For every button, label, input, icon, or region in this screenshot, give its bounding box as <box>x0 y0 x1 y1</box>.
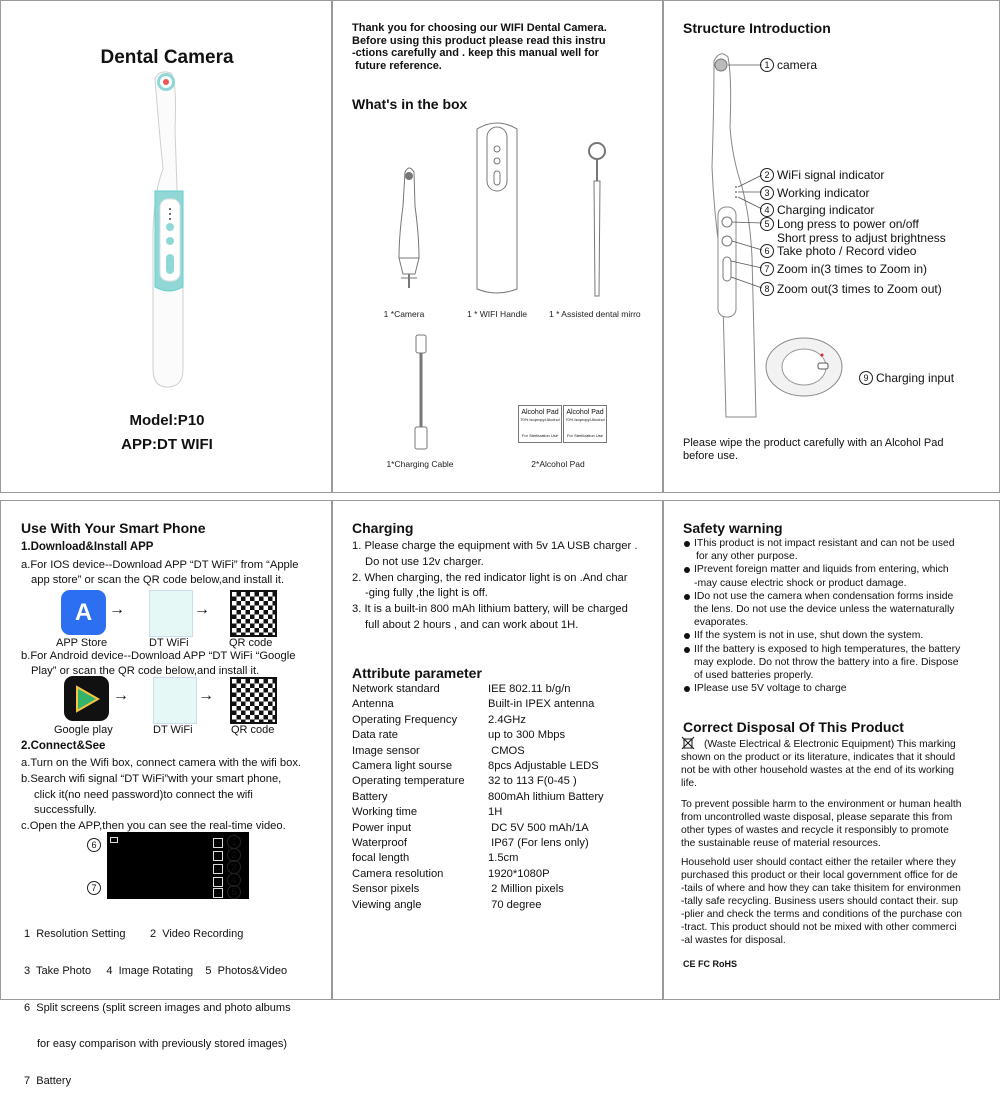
attr-row <box>352 851 604 866</box>
camera-probe-image <box>389 166 429 306</box>
intro-line: Before using this product please read this instru <box>352 34 606 47</box>
callout-9 <box>859 371 954 385</box>
screen-callout-4: 4 <box>227 873 241 887</box>
attr-row <box>352 821 604 836</box>
callout-text-line: Short press to adjust brightness <box>777 231 946 245</box>
ios-line: app store” or scan the QR code below,and install it. <box>31 573 285 586</box>
disposal-line: life. <box>681 778 698 789</box>
disposal-line: from uncontrolled waste disposal, please separate this from <box>681 812 953 823</box>
screen-callout-2: 2 <box>227 848 241 862</box>
ios-instructions <box>21 558 299 587</box>
pad-label: For Sterilization Use <box>566 433 603 438</box>
screen-icon-resolution <box>110 837 118 843</box>
attr-title: Attribute parameter <box>352 665 482 681</box>
ios-line: a.For IOS device--Download APP “DT WiFi” from “Apple <box>21 559 299 571</box>
charging-line: Do not use 12v charger. <box>365 555 484 568</box>
disposal-line: not be with other household wastes at the end of its working <box>681 765 955 776</box>
item-cable-label: 1*Charging Cable <box>386 459 454 469</box>
safety-line: for any other purpose. <box>696 551 798 563</box>
disposal-line: -tract. This product should not be mixed with other commerci <box>681 922 957 933</box>
screen-callout-5: 5 <box>227 885 241 899</box>
disposal-para-2 <box>681 798 996 850</box>
disposal-line: -plier and check the terms and conditions of the purchase con <box>681 909 963 920</box>
callout-number: 6 <box>760 244 774 258</box>
screen-button <box>213 877 223 887</box>
charging-instructions <box>352 539 637 634</box>
qr-code-icon[interactable] <box>230 677 277 724</box>
callout-text-line: Long press to power on/off <box>777 217 919 231</box>
callout-number: 9 <box>859 371 873 385</box>
attr-value: 2 Million pixels <box>488 883 564 896</box>
safety-item <box>683 643 993 683</box>
screen-callout-3: 3 <box>227 860 241 874</box>
attr-value: 1920*1080P <box>488 867 550 880</box>
arrow-right-icon: → <box>113 687 129 704</box>
screen-legend <box>24 904 291 1111</box>
attr-row <box>352 898 604 913</box>
attr-value: 1.5cm <box>488 852 519 865</box>
charging-line: 1. Please charge the equipment with 5v 1A USB charger . <box>352 540 638 552</box>
attr-row <box>352 774 604 789</box>
attr-key: focal length <box>352 852 410 865</box>
safety-line: IIf the battery is exposed to high temperatures, the battery <box>694 643 961 655</box>
charging-cable-image <box>409 331 433 455</box>
attr-value: 32 to 113 F(0-45 ) <box>488 775 577 788</box>
row1-label-dtwifi: DT WiFi <box>149 637 189 649</box>
attr-table <box>352 682 604 913</box>
attr-key: Power input <box>352 821 412 834</box>
disposal-para-1 <box>681 738 996 790</box>
attr-key: Antenna <box>352 698 394 711</box>
intro-text <box>352 22 607 72</box>
safety-line: IIf the system is not in use, shut down the system. <box>694 630 924 642</box>
row2-label-googleplay: Google play <box>54 724 113 736</box>
safety-title: Safety warning <box>683 520 783 536</box>
dental-camera-illustration <box>131 69 201 391</box>
charging-line: 2. When charging, the red indicator light is on .And char <box>352 571 628 584</box>
callout-number: 2 <box>760 168 774 182</box>
intro-line: -ctions carefully and . keep this manual well for <box>352 47 599 59</box>
safety-item <box>683 629 993 642</box>
disposal-line: the sustainable reuse of material resources. <box>681 838 881 849</box>
callout-2 <box>760 168 884 182</box>
safety-line: of used batteries properly. <box>694 670 814 682</box>
dt-wifi-app-icon[interactable] <box>149 590 193 637</box>
row1-label-qr: QR code <box>229 637 273 649</box>
android-line: b.For Android device--Download APP “DT WiFi “Google <box>21 650 296 662</box>
attr-value: IP67 (For lens only) <box>488 837 589 850</box>
attr-value: up to 300 Mbps <box>488 729 566 742</box>
cover-title: Dental Camera <box>100 47 234 68</box>
connect-line: b.Search wifi signal “DT WiFi”with your smart phone, <box>21 772 282 785</box>
attr-key: Viewing angle <box>352 898 422 911</box>
step2-heading: 2.Connect&See <box>21 740 106 752</box>
attr-value: 1H <box>488 806 503 819</box>
arrow-right-icon: → <box>109 601 125 618</box>
callout-text: Take photo / Record video <box>777 244 917 258</box>
callout-number: 8 <box>760 282 774 296</box>
attr-key: Battery <box>352 790 388 803</box>
smartphone-title: Use With Your Smart Phone <box>21 520 206 536</box>
attr-key: Data rate <box>352 729 399 742</box>
attr-key: Sensor pixels <box>352 883 420 896</box>
callout-7 <box>760 262 927 276</box>
attr-key: Operating Frequency <box>352 713 458 726</box>
alcohol-pad-2 <box>563 405 607 443</box>
item-camera-label: 1 *Camera <box>383 309 425 319</box>
panel-charging <box>332 500 663 1000</box>
attr-value: Built-in IPEX antenna <box>488 698 595 711</box>
callout-1 <box>760 58 817 72</box>
callout-8 <box>760 282 942 296</box>
attr-row <box>352 697 604 712</box>
disposal-line: (Waste Electrical & Electronic Equipment) This marking <box>704 739 956 750</box>
intro-line: future reference. <box>352 59 442 72</box>
box-title: What's in the box <box>352 96 468 112</box>
screen-button <box>213 851 223 861</box>
pad-label: Alcohol Pad <box>521 409 559 416</box>
attr-key: Network standard <box>352 683 440 695</box>
legend-line: 3 Take Photo 4 Image Rotating 5 Photos&Video <box>24 965 288 978</box>
callout-4 <box>760 203 874 217</box>
connect-instructions <box>21 756 301 835</box>
legend-line: 6 Split screens (split screen images and photo albums <box>24 1001 291 1014</box>
attr-row <box>352 836 604 851</box>
dt-wifi-app-icon[interactable] <box>153 677 197 724</box>
dental-mirror-image <box>585 141 609 301</box>
disposal-line: -tally safe recycling. Business users should contact their. sup <box>681 896 959 907</box>
safety-line: IThis product is not impact resistant and can not be used <box>694 538 955 549</box>
attr-row <box>352 759 604 774</box>
attr-row <box>352 882 604 897</box>
disposal-line: -tails of where and how they can take thisitem for environmen <box>681 883 961 894</box>
callout-number: 1 <box>760 58 774 72</box>
disposal-line: other types of wastes and recycle it responsibly to promote <box>681 825 949 836</box>
screen-callout-6: 6 <box>87 838 101 852</box>
attr-key: Camera resolution <box>352 867 444 880</box>
callout-number: 5 <box>760 217 774 231</box>
attr-key: Waterproof <box>352 837 407 850</box>
panel-structure <box>663 0 1000 493</box>
attr-value: 2.4GHz <box>488 713 526 726</box>
safety-item <box>683 563 993 589</box>
panel-safety <box>663 500 1000 1000</box>
connect-line: c.Open the APP,then you can see the real-time video. <box>21 820 286 833</box>
charging-line: 3. It is a built-in 800 mAh lithium battery, will be charged <box>352 603 628 616</box>
connect-line: successfully. <box>34 804 97 817</box>
android-line: Play” or scan the QR code below,and install it. <box>31 664 260 677</box>
charging-port-drawing <box>764 335 844 399</box>
arrow-right-icon: → <box>198 687 214 704</box>
item-handle-label: 1 * WIFI Handle <box>467 309 527 319</box>
callout-text: Charging indicator <box>777 203 875 217</box>
disposal-line: To prevent possible harm to the environment or human health <box>681 799 962 810</box>
legend-line: 1 Resolution Setting 2 Video Recording <box>24 928 244 941</box>
connect-line: click it(no need password)to connect the wifi <box>34 788 253 801</box>
safety-line: IPrevent foreign matter and liquids from entering, which <box>694 564 949 576</box>
screen-button <box>213 888 223 898</box>
certification-marks: CE FC RoHS <box>683 959 737 969</box>
callout-text: Working indicator <box>777 186 870 200</box>
pad-label: Alcohol Pad <box>566 409 604 416</box>
charging-title: Charging <box>352 520 414 536</box>
attr-key: Camera light sourse <box>352 760 453 773</box>
callout-text: WiFi signal indicator <box>777 168 885 182</box>
legend-line: for easy comparison with previously stored images) <box>37 1038 288 1051</box>
callout-text: Zoom in(3 times to Zoom in) <box>777 262 928 276</box>
disposal-line: shown on the product or its literature, indicates that it should <box>681 752 956 763</box>
safety-line: evaporates. <box>694 617 749 629</box>
charging-line: -ging fully ,the light is off. <box>365 587 488 600</box>
callout-number: 3 <box>760 186 774 200</box>
attr-row <box>352 744 604 759</box>
attr-row <box>352 728 604 743</box>
legend-line: 7 Battery <box>24 1074 72 1087</box>
pad-label: 70% Isopropyl Alcohol <box>520 417 560 422</box>
play-triangle-icon <box>74 685 100 713</box>
attr-key: Working time <box>352 806 418 819</box>
intro-line: Thank you for choosing our WIFI Dental Camera. <box>352 22 607 34</box>
note-line: Please wipe the product carefully with an Alcohol Pad <box>683 437 944 449</box>
safety-list <box>683 537 993 695</box>
callout-number: 4 <box>760 203 774 217</box>
wifi-handle-image <box>473 119 521 297</box>
callout-text: Charging input <box>876 371 955 385</box>
safety-item <box>683 682 993 695</box>
safety-line: IDo not use the camera when condensation forms inside <box>694 590 954 602</box>
app-store-icon[interactable]: A <box>61 590 106 635</box>
pad-label: For Sterilization Use <box>521 433 558 438</box>
panel-smartphone <box>0 500 332 1087</box>
callout-number: 7 <box>760 262 774 276</box>
callout-3 <box>760 186 869 200</box>
item-mirror-label: 1 * Assisted dental mirro <box>549 309 641 319</box>
safety-line: IPlease use 5V voltage to charge <box>694 683 847 695</box>
item-pad-label: 2*Alcohol Pad <box>531 459 585 469</box>
attr-value: DC 5V 500 mAh/1A <box>488 821 589 834</box>
attr-row <box>352 805 604 820</box>
app-label: APP:DT WIFI <box>121 436 213 453</box>
safety-item <box>683 537 993 563</box>
panel-cover <box>0 0 332 493</box>
attr-value: 800mAh lithium Battery <box>488 790 604 803</box>
row2-label-dtwifi: DT WiFi <box>153 724 193 736</box>
pad-label: 70% Isopropyl Alcohol <box>565 417 605 422</box>
screen-callout-7: 7 <box>87 881 101 895</box>
attr-row <box>352 682 604 697</box>
disposal-line: purchased this product or their local government office for de <box>681 870 958 881</box>
safety-line: the lens. Do not use the device unless the waternaturally <box>694 604 955 616</box>
wipe-note <box>683 437 944 463</box>
disposal-line: -al wastes for disposal. <box>681 935 786 946</box>
google-play-icon[interactable] <box>64 676 109 721</box>
connect-line: a.Turn on the Wifi box, connect camera with the wifi box. <box>21 757 302 769</box>
callout-5 <box>760 217 946 245</box>
attr-row <box>352 713 604 728</box>
model-label: Model:P10 <box>129 412 205 429</box>
qr-code-icon[interactable] <box>230 590 277 637</box>
structure-title: Structure Introduction <box>683 20 831 36</box>
disposal-title: Correct Disposal Of This Product <box>683 719 904 735</box>
screen-button <box>213 864 223 874</box>
disposal-para-3 <box>681 856 996 947</box>
arrow-right-icon: → <box>194 601 210 618</box>
row1-label-appstore: APP Store <box>56 637 108 649</box>
attr-row <box>352 867 604 882</box>
attr-key: Operating temperature <box>352 775 465 788</box>
safety-item <box>683 590 993 630</box>
callout-text <box>777 217 946 245</box>
attr-value: CMOS <box>488 744 525 757</box>
panel-box-contents <box>332 0 663 493</box>
attr-row <box>352 790 604 805</box>
callout-text: Zoom out(3 times to Zoom out) <box>777 282 942 296</box>
attr-key: Image sensor <box>352 744 420 757</box>
callout-6 <box>760 244 916 258</box>
attr-value: IEE 802.11 b/g/n <box>488 683 571 695</box>
safety-line: may explode. Do not throw the battery into a fire. Dispose <box>694 656 959 668</box>
attr-value: 70 degree <box>488 898 542 911</box>
screen-button <box>213 838 223 848</box>
note-line: before use. <box>683 450 739 462</box>
charging-line: full about 2 hours , and can work about 1H. <box>365 618 579 631</box>
row2-label-qr: QR code <box>231 724 275 736</box>
attr-value: 8pcs Adjustable LEDS <box>488 760 599 773</box>
safety-line: -may cause electric shock or product damage. <box>694 577 907 589</box>
callout-text: camera <box>777 58 818 72</box>
alcohol-pad-1 <box>518 405 562 443</box>
disposal-line: Household user should contact either the retailer where they <box>681 857 956 868</box>
step1-heading: 1.Download&Install APP <box>21 541 154 553</box>
android-instructions <box>21 649 295 678</box>
screen-callout-1: 1 <box>227 835 241 849</box>
